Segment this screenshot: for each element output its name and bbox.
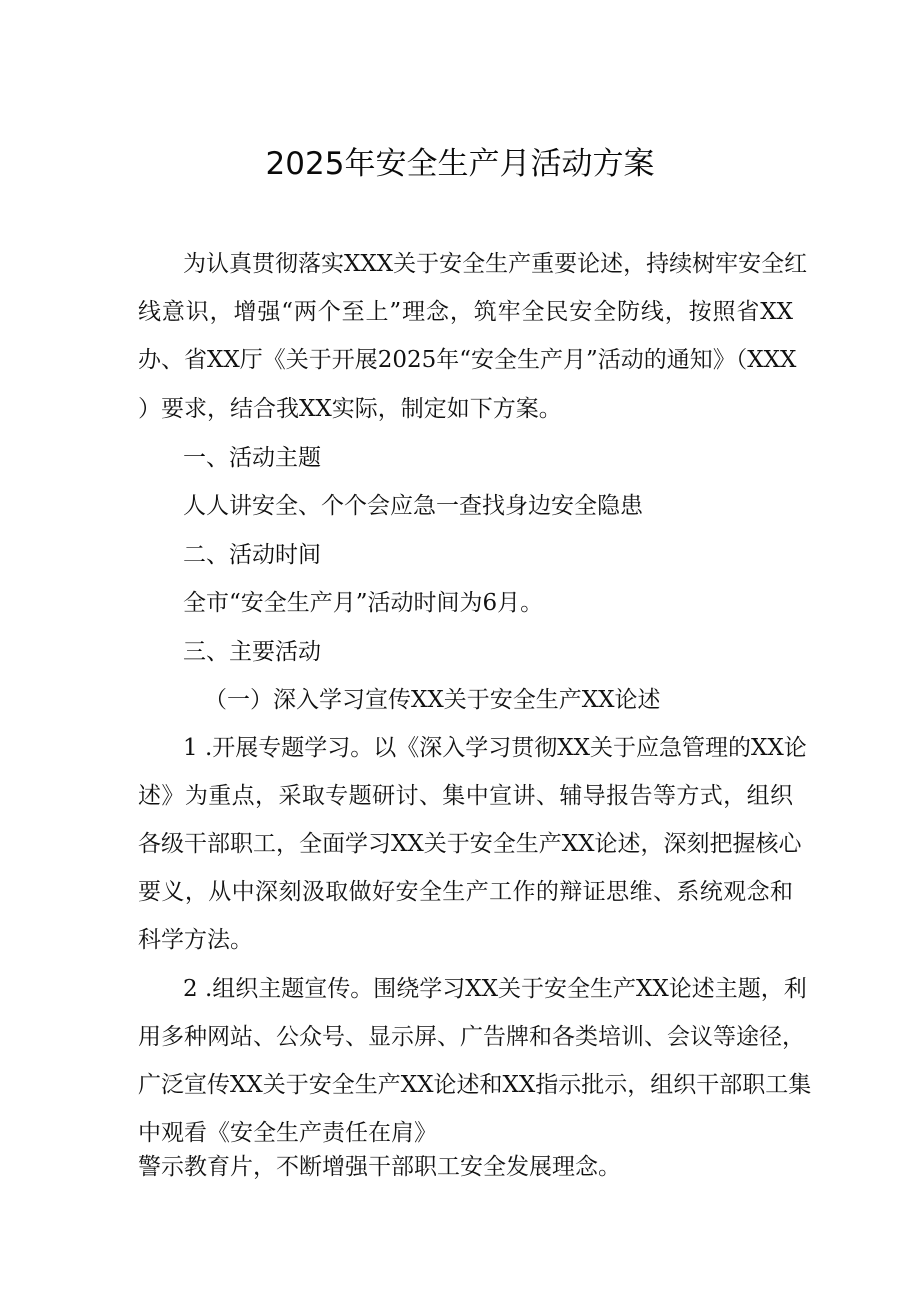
section-2-body: 全市“安全生产月”活动时间为6月。 [183,590,544,616]
item-2-line-3: 广泛宣传XX关于安全生产XX论述和XX指示批示，组织干部职工集 [138,1072,812,1098]
intro-line-4: ）要求，结合我XX实际，制定如下方案。 [138,396,562,422]
item-1-line-3: 各级干部职工，全面学习XX关于安全生产XX论述，深刻把握核心 [138,831,802,857]
item-1-line-1: 1 .开展专题学习。以《深入学习贯彻XX关于应急管理的XX论 [183,735,807,761]
section-3-heading: 三、主要活动 [183,639,321,665]
subsection-1-heading: （一）深入学习宣传XX关于安全生产XX论述 [204,687,661,713]
section-1-body: 人人讲安全、个个会应急一查找身边安全隐患 [183,493,643,519]
section-1-heading: 一、活动主题 [183,445,321,471]
item-2-line-5: 警示教育片，不断增强干部职工安全发展理念。 [138,1154,621,1180]
section-2-heading: 二、活动时间 [183,542,321,568]
intro-line-1: 为认真贯彻落实XXX关于安全生产重要论述，持续树牢安全红 [183,251,808,277]
item-2-line-4: 中观看《安全生产责任在肩》 [138,1120,437,1146]
intro-line-2: 线意识，增强“两个至上”理念，筑牢全民安全防线，按照省XX [138,299,793,325]
item-1-line-5: 科学方法。 [138,927,253,953]
item-1-line-4: 要义，从中深刻汲取做好安全生产工作的辩证思维、系统观念和 [138,879,793,905]
item-2-line-2: 用多种网站、公众号、显示屏、广告牌和各类培训、会议等途径， [138,1024,805,1050]
document-title: 2025年安全生产月活动方案 [265,146,655,182]
item-1-line-2: 述》为重点，采取专题研讨、集中宣讲、辅导报告等方式，组织 [138,783,793,809]
item-2-line-1: 2 .组织主题宣传。围绕学习XX关于安全生产XX论述主题，利 [183,976,807,1002]
intro-line-3: 办、省XX厅《关于开展2025年“安全生产月”活动的通知》（XXX [138,347,797,373]
